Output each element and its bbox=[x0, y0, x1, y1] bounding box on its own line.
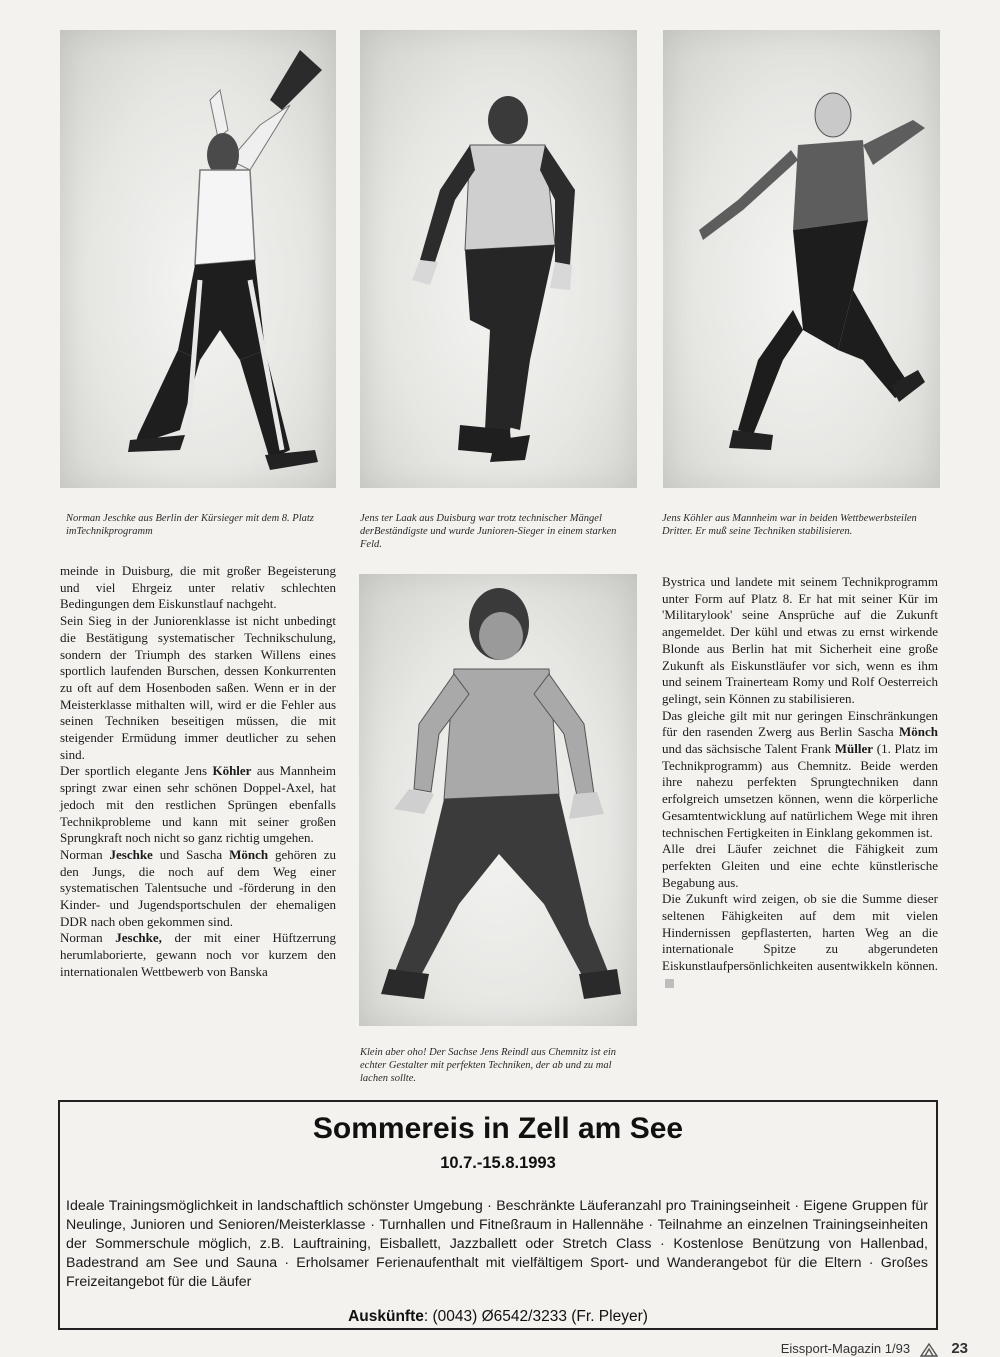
page-footer bbox=[781, 1340, 968, 1357]
article-column-left bbox=[60, 563, 336, 981]
skater-figure-4 bbox=[359, 574, 637, 1026]
magazine-logo-icon bbox=[920, 1343, 938, 1357]
ad-title: Sommereis in Zell am See bbox=[312, 1112, 684, 1145]
article-column-right bbox=[662, 574, 938, 992]
ad-body: Ideale Trainingsmöglichkeit in landschaftlich schönster Umgebung · Beschränkte Läuferanzahl pro Trainingseinheit · Eigene Gruppen für Neulinge, Junioren und Senioren/Meisterklasse · Turnhallen und Fitneßraum in Hallennähe · Teilnahme an einzelnen Trainingseinheiten der Sommerschule möglich, z.B. Lauftraining, Eisballett, Jazzballett oder Stretch Class · Kostenlose Benützung von Hallenbad, Badestrand am See und Sauna · Erholsamer Ferienaufenthalt mit vielfältigem Sport- und Wanderangebot für die Eltern · Großes Freizeitangebot für die Läufer bbox=[66, 1198, 928, 1290]
caption-photo-4: Klein aber oho! Der Sachse Jens Reindl aus Chemnitz ist ein echter Gestalter mit perfekten Techniken, der ab und zu mal lachen sollte. bbox=[360, 1047, 617, 1084]
skater-figure-2 bbox=[360, 30, 637, 488]
page-number: 23 bbox=[951, 1340, 968, 1357]
ad-contact-label: Auskünfte bbox=[348, 1308, 424, 1325]
photo-jens-ter-laak bbox=[360, 30, 637, 488]
paragraph: meinde in Duisburg, die mit großer Begeisterung und viel Ehrgeiz unter relativ schlechten Bedingungen dem Eiskunstlauf nachgeht. bbox=[60, 563, 336, 612]
photo-norman-jeschke bbox=[60, 30, 336, 488]
magazine-name: Eissport-Magazin 1/93 bbox=[780, 1341, 911, 1356]
paragraph: Norman Jeschke und Sascha Mönch gehören zu den Jungs, die noch auf dem Weg einer systematischen Talentsuche und -förderung in den Kinder- und Jugendsportschulen der ehemaligen DDR nach oben gekommen sind. bbox=[60, 846, 336, 929]
photo-jens-koehler bbox=[663, 30, 940, 488]
paragraph: Norman Jeschke, der mit einer Hüftzerrung herumlaborierte, gewann noch vor kurzem den internationalen Wettbewerb von Banska bbox=[60, 930, 336, 979]
advertisement-box bbox=[58, 1100, 938, 1330]
paragraph: Der sportlich elegante Jens Köhler aus Mannheim springt zwar einen sehr schönen Doppel-Axel, hat jedoch mit den restlichen Sprüngen ebenfalls Technikprobleme und kann mit seiner großen Sprungkraft noch nicht so ganz richtig umgehen. bbox=[60, 763, 336, 846]
paragraph: Das gleiche gilt mit nur geringen Einschränkungen für den rasenden Zwerg aus Berlin Sascha Mönch und das sächsische Talent Frank Müller (1. Platz im Technikprogramm) aus Chemnitz. Beide werden ihre nahezu perfekten Sprungtechniken dann erfolgreich umsetzen können, wenn die körperliche Gesamtentwicklung auf natürlichem Wege mit ihren technischen Fertigkeiten in Einklang gekommen ist. bbox=[662, 707, 939, 840]
caption-photo-3: Jens Köhler aus Mannheim war in beiden Wettbewerbsteilen Dritter. Er muß seine Techniken stabilisieren. bbox=[662, 513, 917, 537]
caption-photo-1: Norman Jeschke aus Berlin der Kürsieger mit dem 8. Platz imTechnikprogramm bbox=[66, 513, 314, 537]
skater-figure-1 bbox=[60, 30, 336, 488]
paragraph: Bystrica und landete mit seinem Technikprogramm unter Form auf Platz 8. Er hat mit seiner Kür im 'Militarylook' seine Ansprüche auf die Zukunft angemeldet. Der kühl und etwas zu ernst wirkende Blonde aus Berlin hat mit Sicherheit eine große Zukunft als Eiskunstläufer vor sich, wenn es ihm und seinem Trainerteam Romy und Rolf Oesterreich gelingt, sein Können zu stabilisieren. bbox=[662, 574, 938, 706]
paragraph: Alle drei Läufer zeichnet die Fähigkeit zum perfekten Gleiten und eine echte künstlerische Begabung aus. bbox=[662, 841, 938, 890]
paragraph: Sein Sieg in der Juniorenklasse ist nicht unbedingt die Bestätigung systematischer Technikschulung, sondern der Triumph des starken Willens eines sportlich laufenden Burschen, dessen Konkurrenten zu oft auf dem Hosenboden saßen. Wenn er in der Meisterklasse mithalten will, wird er die Fehler aus seinen Techniken beseitigen müssen, die mit steigender Ermüdung immer deutlicher zu sehen sind. bbox=[60, 613, 336, 762]
ad-contact-value: (0043) Ø6542/3233 (Fr. Pleyer) bbox=[428, 1308, 648, 1325]
ad-dates: 10.7.-15.8.1993 bbox=[440, 1154, 556, 1172]
skater-figure-3 bbox=[663, 30, 940, 488]
end-mark-icon bbox=[665, 979, 674, 988]
paragraph: Die Zukunft wird zeigen, ob sie die Summe dieser seltenen Fähigkeiten auf dem mit vielen Hindernissen gepflasterten, harten Weg an die internationale Spitze zu abgerundeten Eiskunstlaufpersönlichkeiten ausentwikkeln können. bbox=[662, 891, 938, 991]
photo-jens-reindl bbox=[359, 574, 637, 1026]
caption-photo-2: Jens ter Laak aus Duisburg war trotz technischer Mängel derBeständigste und wurde Junioren-Sieger in einem starken Feld. bbox=[360, 513, 617, 550]
ad-contact: Auskünfte: (0043) Ø6542/3233 (Fr. Pleyer) bbox=[348, 1308, 648, 1325]
